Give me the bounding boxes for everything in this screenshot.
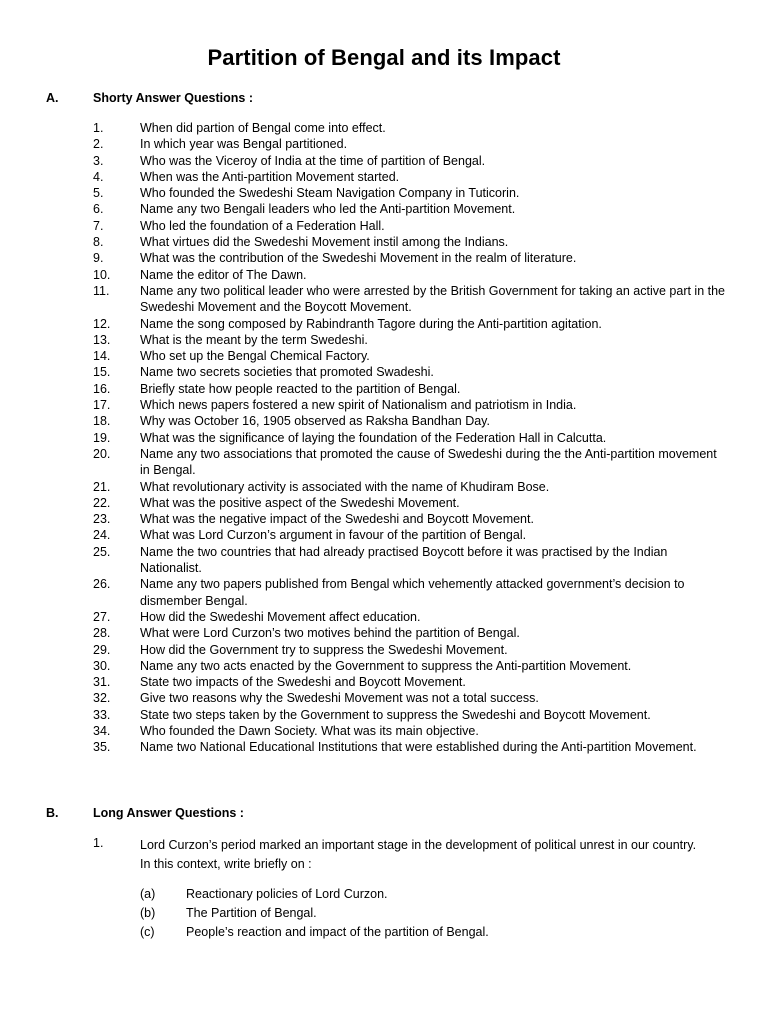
question-item: [0, 250, 768, 266]
question-text: Name two secrets societies that promoted Swadeshi.: [140, 365, 434, 380]
long-question-text: Lord Curzon’s period marked an important stage in the development of political unrest in our country. In this context, write briefly on :: [140, 838, 697, 871]
question-text: Give two reasons why the Swedeshi Movement was not a total success.: [140, 691, 539, 706]
question-item: [0, 413, 768, 429]
question-number: 17.: [93, 398, 111, 413]
short-question-list: [0, 120, 768, 756]
question-item: [0, 267, 768, 283]
question-text: What is the meant by the term Swedeshi.: [140, 332, 368, 347]
question-text: How did the Government try to suppress the Swedeshi Movement.: [140, 642, 508, 657]
section-b-heading: Long Answer Questions :: [93, 806, 244, 820]
question-number: 7.: [93, 218, 104, 233]
question-item: [0, 609, 768, 625]
sub-question-label: (a): [140, 887, 156, 901]
question-text: What was the negative impact of the Swedeshi and Boycott Movement.: [140, 512, 534, 527]
question-item: [0, 381, 768, 397]
question-item: [0, 153, 768, 169]
question-text: Which news papers fostered a new spirit of Nationalism and patriotism in India.: [140, 398, 577, 413]
question-number: 11.: [93, 283, 110, 298]
sub-question-text: The Partition of Bengal.: [186, 906, 317, 920]
question-item: [0, 120, 768, 136]
section-a-heading: Shorty Answer Questions :: [93, 91, 253, 105]
question-text: Name any two political leader who were arrested by the British Government for taking an active part in the Swedeshi Movement and the Boycott Movement.: [140, 283, 726, 315]
question-text: Who was the Viceroy of India at the time of partition of Bengal.: [140, 153, 486, 168]
question-text: Who founded the Swedeshi Steam Navigation Company in Tuticorin.: [140, 186, 520, 201]
question-item: [0, 511, 768, 527]
question-text: What virtues did the Swedeshi Movement instil among the Indians.: [140, 235, 509, 250]
question-number: 19.: [93, 430, 111, 445]
question-number: 3.: [93, 153, 104, 168]
question-item: [0, 446, 768, 479]
question-text: When was the Anti-partition Movement started.: [140, 169, 400, 184]
question-text: State two impacts of the Swedeshi and Boycott Movement.: [140, 675, 466, 690]
question-item: [0, 136, 768, 152]
sub-question-text: People’s reaction and impact of the partition of Bengal.: [186, 925, 489, 939]
question-text: Name any two associations that promoted the cause of Swedeshi during the the Anti-partition movement in Bengal.: [140, 446, 717, 478]
question-item: [0, 218, 768, 234]
question-item: [0, 625, 768, 641]
question-number: 6.: [93, 202, 104, 217]
page-title: Partition of Bengal and its Impact: [207, 45, 561, 70]
question-item: [0, 739, 768, 755]
question-item: [0, 642, 768, 658]
question-number: 1.: [93, 121, 104, 135]
question-item: [0, 169, 768, 185]
question-text: State two steps taken by the Government to suppress the Swedeshi and Boycott Movement.: [140, 707, 651, 722]
question-number: 9.: [93, 251, 104, 266]
question-text: Who set up the Bengal Chemical Factory.: [140, 349, 370, 364]
section-a-letter: A.: [46, 91, 59, 105]
question-text: How did the Swedeshi Movement affect education.: [140, 609, 421, 624]
question-text: Who led the foundation of a Federation Hall.: [140, 218, 385, 233]
question-text: Name two National Educational Institutions that were established during the Anti-partition Movement.: [140, 740, 697, 755]
question-item: [0, 495, 768, 511]
question-text: In which year was Bengal partitioned.: [140, 137, 348, 152]
question-text: Name any two acts enacted by the Government to suppress the Anti-partition Movement.: [140, 658, 632, 673]
section-b-letter: B.: [46, 806, 59, 820]
question-text: When did partion of Bengal come into effect.: [140, 121, 386, 135]
question-item: [0, 723, 768, 739]
question-number: 5.: [93, 186, 104, 201]
question-item: [0, 544, 768, 577]
question-number: 26.: [93, 577, 111, 592]
sub-question-text: Reactionary policies of Lord Curzon.: [186, 887, 388, 901]
question-text: What revolutionary activity is associated with the name of Khudiram Bose.: [140, 479, 550, 494]
question-text: Name the song composed by Rabindranth Tagore during the Anti-partition agitation.: [140, 316, 602, 331]
question-text: What was the significance of laying the foundation of the Federation Hall in Calcutta.: [140, 430, 607, 445]
question-number: 4.: [93, 169, 104, 184]
question-text: What were Lord Curzon’s two motives behind the partition of Bengal.: [140, 626, 520, 641]
question-item: [0, 479, 768, 495]
question-number: 27.: [93, 609, 111, 624]
question-item: [0, 201, 768, 217]
question-number: 14.: [93, 349, 111, 364]
question-item: [0, 430, 768, 446]
question-text: Who founded the Dawn Society. What was its main objective.: [140, 723, 479, 738]
question-item: [0, 397, 768, 413]
question-number: 2.: [93, 137, 104, 152]
question-item: [0, 658, 768, 674]
question-item: [0, 674, 768, 690]
question-item: [0, 527, 768, 543]
question-number: 10.: [93, 267, 111, 282]
question-number: 35.: [93, 740, 111, 755]
question-text: Why was October 16, 1905 observed as Raksha Bandhan Day.: [140, 414, 490, 429]
question-item: [0, 707, 768, 723]
question-item: [0, 283, 768, 316]
question-item: [0, 316, 768, 332]
question-item: [0, 348, 768, 364]
question-number: 15.: [93, 365, 111, 380]
question-number: 21.: [93, 479, 111, 494]
question-number: 25.: [93, 544, 111, 559]
question-text: Name any two Bengali leaders who led the Anti-partition Movement.: [140, 202, 516, 217]
question-item: [0, 332, 768, 348]
question-number: 12.: [93, 316, 111, 331]
question-item: [0, 576, 768, 609]
question-text: What was the contribution of the Swedeshi Movement in the realm of literature.: [140, 251, 577, 266]
question-item: [0, 234, 768, 250]
question-number: 20.: [93, 446, 111, 461]
question-number: 32.: [93, 691, 111, 706]
question-text: Name any two papers published from Bengal which vehemently attacked government’s decision to dismember Bengal.: [140, 577, 685, 608]
question-text: Name the two countries that had already practised Boycott before it was practised by the Indian Nationalist.: [140, 544, 668, 576]
long-question-number: 1.: [93, 836, 104, 850]
question-number: 23.: [93, 512, 111, 527]
question-number: 13.: [93, 332, 111, 347]
question-text: Name the editor of The Dawn.: [140, 267, 307, 282]
question-text: What was Lord Curzon’s argument in favour of the partition of Bengal.: [140, 528, 527, 543]
question-number: 34.: [93, 723, 111, 738]
question-text: What was the positive aspect of the Swedeshi Movement.: [140, 495, 460, 510]
question-number: 18.: [93, 414, 111, 429]
question-number: 33.: [93, 707, 111, 722]
question-number: 31.: [93, 675, 111, 690]
question-item: [0, 364, 768, 380]
sub-question-label: (b): [140, 906, 156, 920]
question-number: 22.: [93, 495, 111, 510]
question-item: [0, 185, 768, 201]
question-number: 30.: [93, 658, 111, 673]
question-number: 24.: [93, 528, 111, 543]
question-number: 8.: [93, 235, 104, 250]
question-text: Briefly state how people reacted to the partition of Bengal.: [140, 381, 461, 396]
question-number: 29.: [93, 642, 111, 657]
question-number: 16.: [93, 381, 111, 396]
question-item: [0, 690, 768, 706]
question-number: 28.: [93, 626, 111, 641]
sub-question-label: (c): [140, 925, 155, 939]
